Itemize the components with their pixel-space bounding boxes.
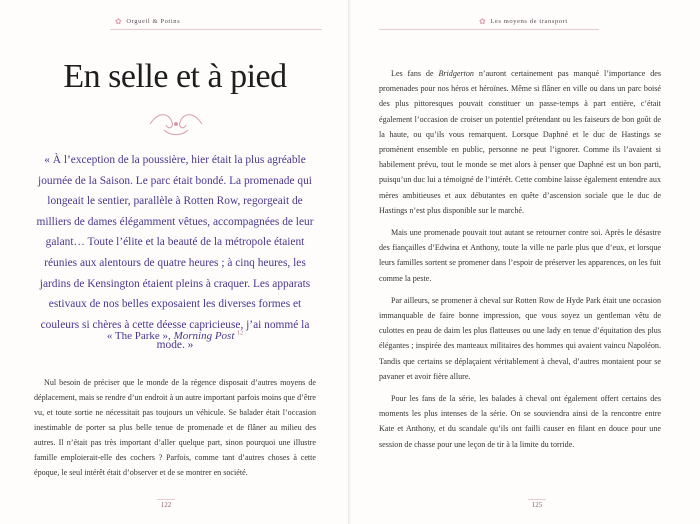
right-running-header — [479, 14, 568, 28]
right-page-number — [507, 496, 567, 512]
floral-ornament-icon: ✿ — [479, 16, 487, 26]
paragraph-text: Mais une promenade pouvait tout autant se retourner contre soi. Après le désastre des fiançailles d’Edwina et Anthony, toute la ville ne parle plus que d’eux, et lorsque leurs familles sortent se promener dans l’espoir de préserver les apparences, on les fuit comme la peste. — [379, 228, 661, 283]
attribution-publication: Morning Post — [173, 330, 235, 342]
left-running-header — [115, 14, 180, 28]
left-page-number — [136, 496, 196, 512]
floral-ornament-icon: ✿ — [115, 16, 123, 26]
right-running-header-text: Les moyens de transport — [490, 17, 568, 25]
body-paragraph — [379, 66, 661, 218]
title-italic: Bridgerton — [438, 69, 474, 78]
paragraph-text: Les fans de — [391, 69, 439, 78]
attribution-source: « The Parke », — [106, 330, 171, 342]
chapter-title: En selle et à pied — [63, 58, 287, 95]
left-page-number-text: 122 — [157, 499, 176, 510]
paragraph-text: Pour les fans de la série, les balades à cheval ont également offert certains des moments les plus intenses de la série. On se souviendra ainsi de la rencontre entre Kate et Anthony, et du scandale qu’ils ont failli causer en filant en douce pour une session de chasse pour une leçon de tir à la limite du torride. — [379, 394, 661, 449]
epigraph-quote: « À l’exception de la poussière, hier était la plus agréable journée de la Saison. Le parc était bondé. La promenade qui longeait le sentier, parallèle à Rotten Row, regorgeait de milliers de dames élégamment vêtues, accompagnées de leur galant… Toute l’élite et la beauté de la métropole étaient réunies aux alentours de quatre heures ; à cinq heures, les jardins de Kensington étaient pleins à craquer. Les apparats estivaux de nos belles exposaient les diverses formes et couleurs si chères à cette déesse capricieuse, j’ai nommé la mode. » — [36, 154, 314, 352]
right-page — [351, 0, 700, 524]
right-page-number-text: 125 — [528, 499, 547, 510]
body-paragraph — [379, 391, 661, 452]
left-running-header-text: Orgueil & Potins — [126, 17, 181, 25]
right-body-text — [379, 66, 661, 459]
epigraph-attribution — [30, 330, 320, 342]
body-paragraph — [379, 225, 661, 286]
paragraph-text: Par ailleurs, se promener à cheval sur Rotten Row de Hyde Park était une occasion immanquable de faire bonne impression, que vous soyez un gentleman vêtu de culottes en peau de daim les plus flatteuses ou une lady en tenue d’équitation des plus élégantes ; inspirée des manteaux militaires des hommes qui avaient vaincu Napoléon. Tandis que certains se déplaçaient véritablement à cheval, d’autres montaient pour se pavaner et avoir fière allure. — [379, 295, 661, 381]
paragraph-text: n’auront certainement pas manqué l’importance des promenades pour nos héros et héroïnes. Même si flâner en ville ou dans un parc boisé des plus pittoresques pouvait constituer un passe-temps à part entière, c’était également l’occasion de croiser un potentiel prétendant ou les faiseurs de bon goût de la haute, ou qu’ils vous remarquent. Lorsque Daphné et le duc de Hastings se promènent ensemble en public, personne ne peut l’ignorer. Comme ils l’avaient si habilement prévu, tout le monde se met alors à penser que Daphné est un bon parti, puisqu’un duc lui a témoigné de l’intérêt. Cette combine laisse également entendre aux mères ambitieuses et aux débutantes en quête d’ascension sociale que le duc de Hastings n’est plus disponible sur le marché. — [379, 69, 661, 215]
left-body-paragraph: Nul besoin de préciser que le monde de la régence disposait d’autres moyens de déplacement, mais se rendre d’un endroit à un autre important parfois moins que d’être vu, et toute sortie ne nécessitait pas toujours un véhicule. Se balader était l’occasion inestimable de porter sa plus belle tenue de promenade et de flâner au milieu des autres. Il n’était pas très important d’aller quelque part, sinon pourquoi une illustre famille emploierait-elle des cochers ? Parfois, comme tant d’autres choses à cette époque, le seul intérêt était d’observer et de se montrer en société. — [34, 378, 316, 477]
left-header-rule — [110, 29, 322, 30]
flourish-ornament-icon — [146, 110, 206, 138]
body-paragraph — [379, 293, 661, 384]
footnote-marker[interactable]: 12 — [237, 330, 244, 337]
right-header-rule — [379, 29, 599, 30]
left-page — [0, 0, 349, 524]
